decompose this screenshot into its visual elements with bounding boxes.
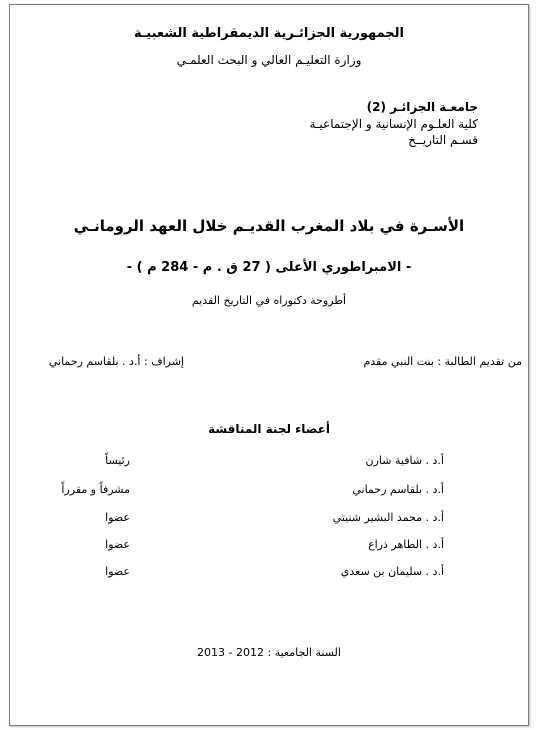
- committee-member-name: أ.د . محمد البشير شنيتي: [332, 511, 444, 524]
- committee-member-role: رئيساً: [105, 454, 130, 467]
- ministry-name: وزارة التعليـم العالي و البحث العلمـي: [176, 53, 362, 67]
- committee-member-role: مشرفاً و مقرراً: [61, 483, 130, 496]
- thesis-title: الأسـرة في بلاد المغرب القديـم خلال العهد الرومانـي: [73, 217, 465, 235]
- department-name: قسـم التاريــخ: [408, 133, 478, 147]
- thesis-subtitle: - الامبراطوري الأعلى ( 27 ق . م - 284 م ) -: [126, 260, 412, 275]
- committee-member-role: عضوا: [105, 538, 130, 551]
- committee-member-name: أ.د . سليمان بن سعدي: [340, 565, 444, 578]
- document-page: [9, 4, 529, 726]
- republic-name: الجمهورية الجزائـرية الديمقراطية الشعبيـة: [133, 26, 405, 41]
- faculty-name: كلية العلـوم الإنسانية و الإجتماعيـة: [309, 117, 478, 131]
- committee-member-role: عضوا: [105, 565, 130, 578]
- supervisor-name: إشراف : أ.د . بلقاسم رحماني: [48, 355, 184, 368]
- university-name: جامعـة الجزائـر (2): [366, 100, 478, 114]
- academic-year: السنة الجامعية : 2012 - 2013: [197, 646, 341, 659]
- thesis-type: أطروحة دكتوراه في التاريخ القديم: [191, 294, 347, 307]
- committee-member-name: أ.د . الطاهر ذراع: [368, 538, 444, 551]
- student-name: من تقديم الطالبة : بنت النبي مقدم: [363, 355, 522, 368]
- committee-heading: أعضاء لجنة المناقشة: [208, 422, 330, 436]
- committee-member-role: عضوا: [105, 511, 130, 524]
- committee-member-name: أ.د . شافية شارن: [365, 454, 444, 467]
- committee-member-name: أ.د . بلقاسم رحماني: [352, 483, 444, 496]
